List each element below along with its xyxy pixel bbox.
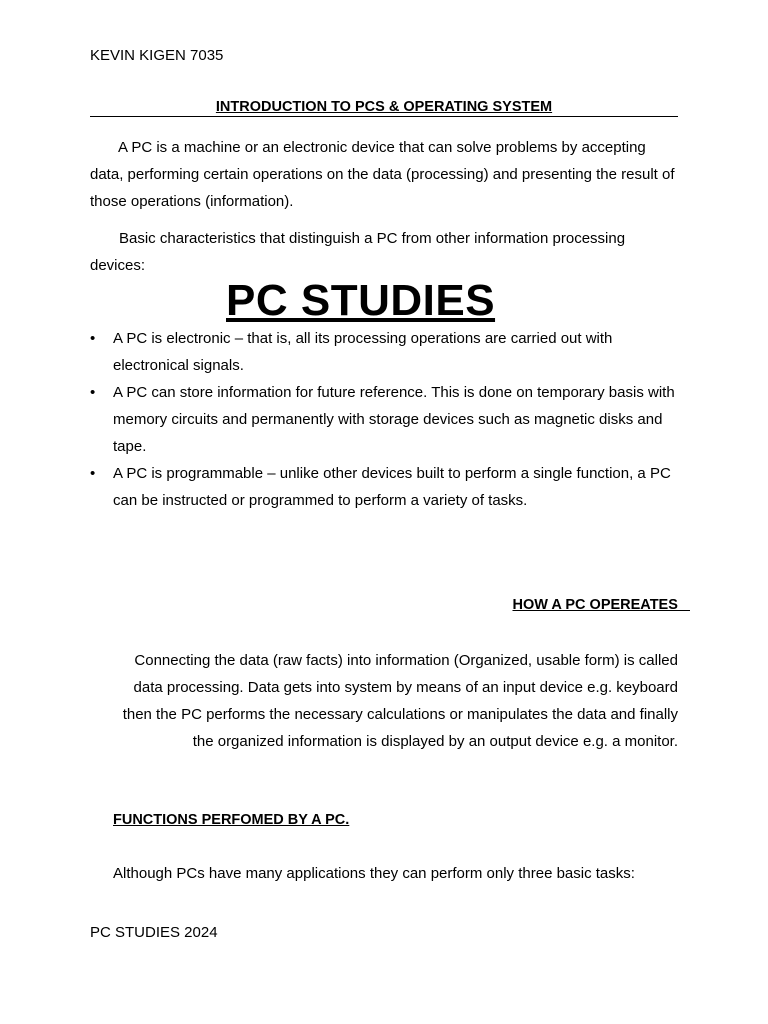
document-title: INTRODUCTION TO PCS & OPERATING SYSTEM — [215, 99, 553, 115]
list-item — [90, 325, 680, 379]
banner-title: PC STUDIES — [226, 276, 496, 325]
list-item-text: A PC is electronic – that is, all its processing operations are carried out with electronical signals. — [113, 330, 613, 374]
list-item-text: A PC can store information for future reference. This is done on temporary basis with memory circuits and permanently with storage devices such as magnetic disks and tape. — [113, 384, 675, 455]
functions-paragraph: Although PCs have many applications they can perform only three basic tasks: — [113, 865, 635, 882]
characteristics-intro: Basic characteristics that distinguish a PC from other information processing devices: — [90, 230, 626, 274]
how-paragraph: Connecting the data (raw facts) into information (Organized, usable form) is called data processing. Data gets into system by means of an input device e.g. keyboard then the PC performs the necessary calculations or manipulates the data and finally the organized information is displayed by an output device e.g. a monitor. — [122, 652, 678, 750]
list-item-text: A PC is programmable – unlike other devices built to perform a single function, a PC can be instructed or programmed to perform a variety of tasks. — [113, 465, 671, 509]
bullet-icon: • — [90, 330, 96, 347]
bullet-icon: • — [90, 384, 96, 401]
bullet-icon: • — [90, 465, 96, 482]
how-heading: HOW A PC OPEREATES — [512, 597, 690, 613]
functions-heading: FUNCTIONS PERFOMED BY A PC. — [113, 812, 350, 828]
list-item — [90, 379, 680, 460]
characteristics-list — [90, 325, 680, 514]
list-item — [90, 460, 680, 514]
intro-paragraph: A PC is a machine or an electronic device that can solve problems by accepting data, performing certain operations on the data (processing) and presenting the result of those operations (information). — [90, 139, 675, 210]
footer-text: PC STUDIES 2024 — [90, 924, 218, 941]
header-author: KEVIN KIGEN 7035 — [90, 47, 224, 64]
title-rule — [90, 98, 678, 117]
